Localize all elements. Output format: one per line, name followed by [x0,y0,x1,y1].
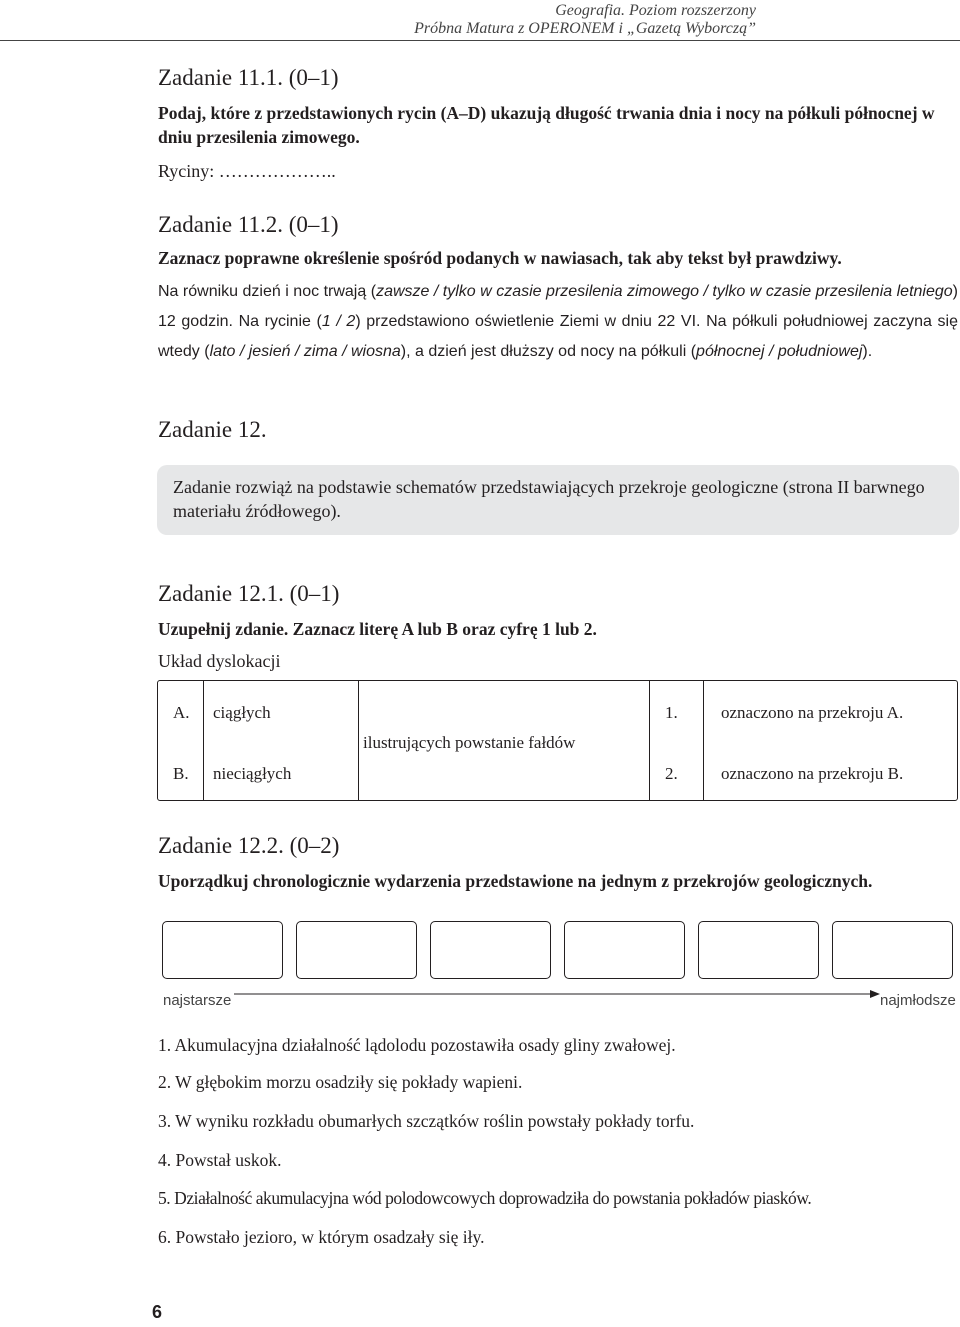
task-12-1-intro: Układ dyslokacji [158,651,281,671]
task-11-2-title: Zadanie 11.2. (0–1) [158,212,339,237]
option-group-2[interactable]: 1 / 2 [321,313,356,330]
page-number: 6 [152,1302,163,1322]
text-fragment: ). [862,343,873,360]
task-12-2-command: Uporządkuj chronologicznie wydarzenia przedstawione na jednym z przekrojów geologicznych. [158,871,873,891]
text-fragment: ) 12 godzin. Na rycinie ( [158,283,958,330]
event-item: 5. Działalność akumulacyjna wód polodowcowych doprowadziła do powstania pokładów piasków. [158,1188,812,1208]
event-item: 4. Powstał uskok. [158,1150,282,1170]
task-12-info-box [157,465,959,535]
option-a-letter[interactable]: A. [173,703,190,722]
task-11-2-command: Zaznacz poprawne określenie spośród podanych w nawiasach, tak aby tekst był prawdziwy. [158,248,842,268]
header-exam: Próbna Matura z OPERONEM i „Gazetą Wyborczą” [414,20,756,37]
text-fragment: ), a dzień jest dłuższy od nocy na półkuli ( [400,343,697,360]
option-b-text[interactable]: nieciągłych [213,764,292,783]
header-subject: Geografia. Poziom rozszerzony [555,2,756,19]
header-rule [0,40,960,41]
task-12-title: Zadanie 12. [158,417,267,442]
task-12-2-title: Zadanie 12.2. (0–2) [158,833,340,858]
order-box[interactable] [698,921,819,979]
task-12-1-command: Uzupełnij zdanie. Zaznacz literę A lub B oraz cyfrę 1 lub 2. [158,619,597,639]
table-divider [649,681,650,800]
order-box[interactable] [430,921,551,979]
event-item: 1. Akumulacyjna działalność lądolodu pozostawiła osady gliny zwałowej. [158,1035,676,1055]
table-divider [358,681,359,800]
task-11-1-command: Podaj, które z przedstawionych rycin (A–D) ukazują długość trwania dnia i nocy na półkuli północnej w dniu przesilenia zimowego. [158,103,935,147]
task-11-1-answer-line[interactable]: Ryciny: ……………….. [158,161,336,181]
option-1-number[interactable]: 1. [665,703,678,722]
order-boxes [162,921,955,981]
order-box[interactable] [296,921,417,979]
time-arrow-icon [158,988,958,1000]
option-group-3[interactable]: lato / jesień / zima / wiosna [209,343,401,360]
label-oldest: najstarsze [163,992,232,1009]
task-11-1-title: Zadanie 11.1. (0–1) [158,65,339,90]
task-12-info-text: Zadanie rozwiąż na podstawie schematów przedstawiających przekroje geologiczne (strona II barwnego materiału źródłowego). [173,477,925,521]
option-2-text[interactable]: oznaczono na przekroju B. [721,764,904,783]
table-divider [203,681,204,800]
order-box[interactable] [564,921,685,979]
task-12-1-title: Zadanie 12.1. (0–1) [158,581,340,606]
task-11-2-text [158,277,958,367]
event-item: 3. W wyniku rozkładu obumarłych szczątków roślin powstały pokłady torfu. [158,1111,695,1131]
option-group-4[interactable]: północnej / południowej [696,343,863,360]
option-b-letter[interactable]: B. [173,764,189,783]
table-middle-text: ilustrujących powstanie fałdów [363,733,576,752]
order-box[interactable] [832,921,953,979]
event-item: 6. Powstało jezioro, w którym osadzały się iły. [158,1227,485,1247]
answer-table [157,680,958,801]
event-item: 2. W głębokim morzu osadziły się pokłady wapieni. [158,1072,523,1092]
page-header [414,2,756,38]
option-group-1[interactable]: zawsze / tylko w czasie przesilenia zimowego / tylko w czasie przesilenia letniego [376,283,953,300]
option-2-number[interactable]: 2. [665,764,678,783]
text-fragment: ) przedstawiono oświetlenie Ziemi w dniu 22 VI. Na półkuli południowej zaczyna się wtedy ( [158,313,959,360]
table-divider [703,681,704,800]
label-youngest: najmłodsze [880,992,956,1009]
text-fragment: Na równiku dzień i noc trwają ( [158,283,377,300]
order-box[interactable] [162,921,283,979]
option-1-text[interactable]: oznaczono na przekroju A. [721,703,904,722]
option-a-text[interactable]: ciągłych [213,703,271,722]
